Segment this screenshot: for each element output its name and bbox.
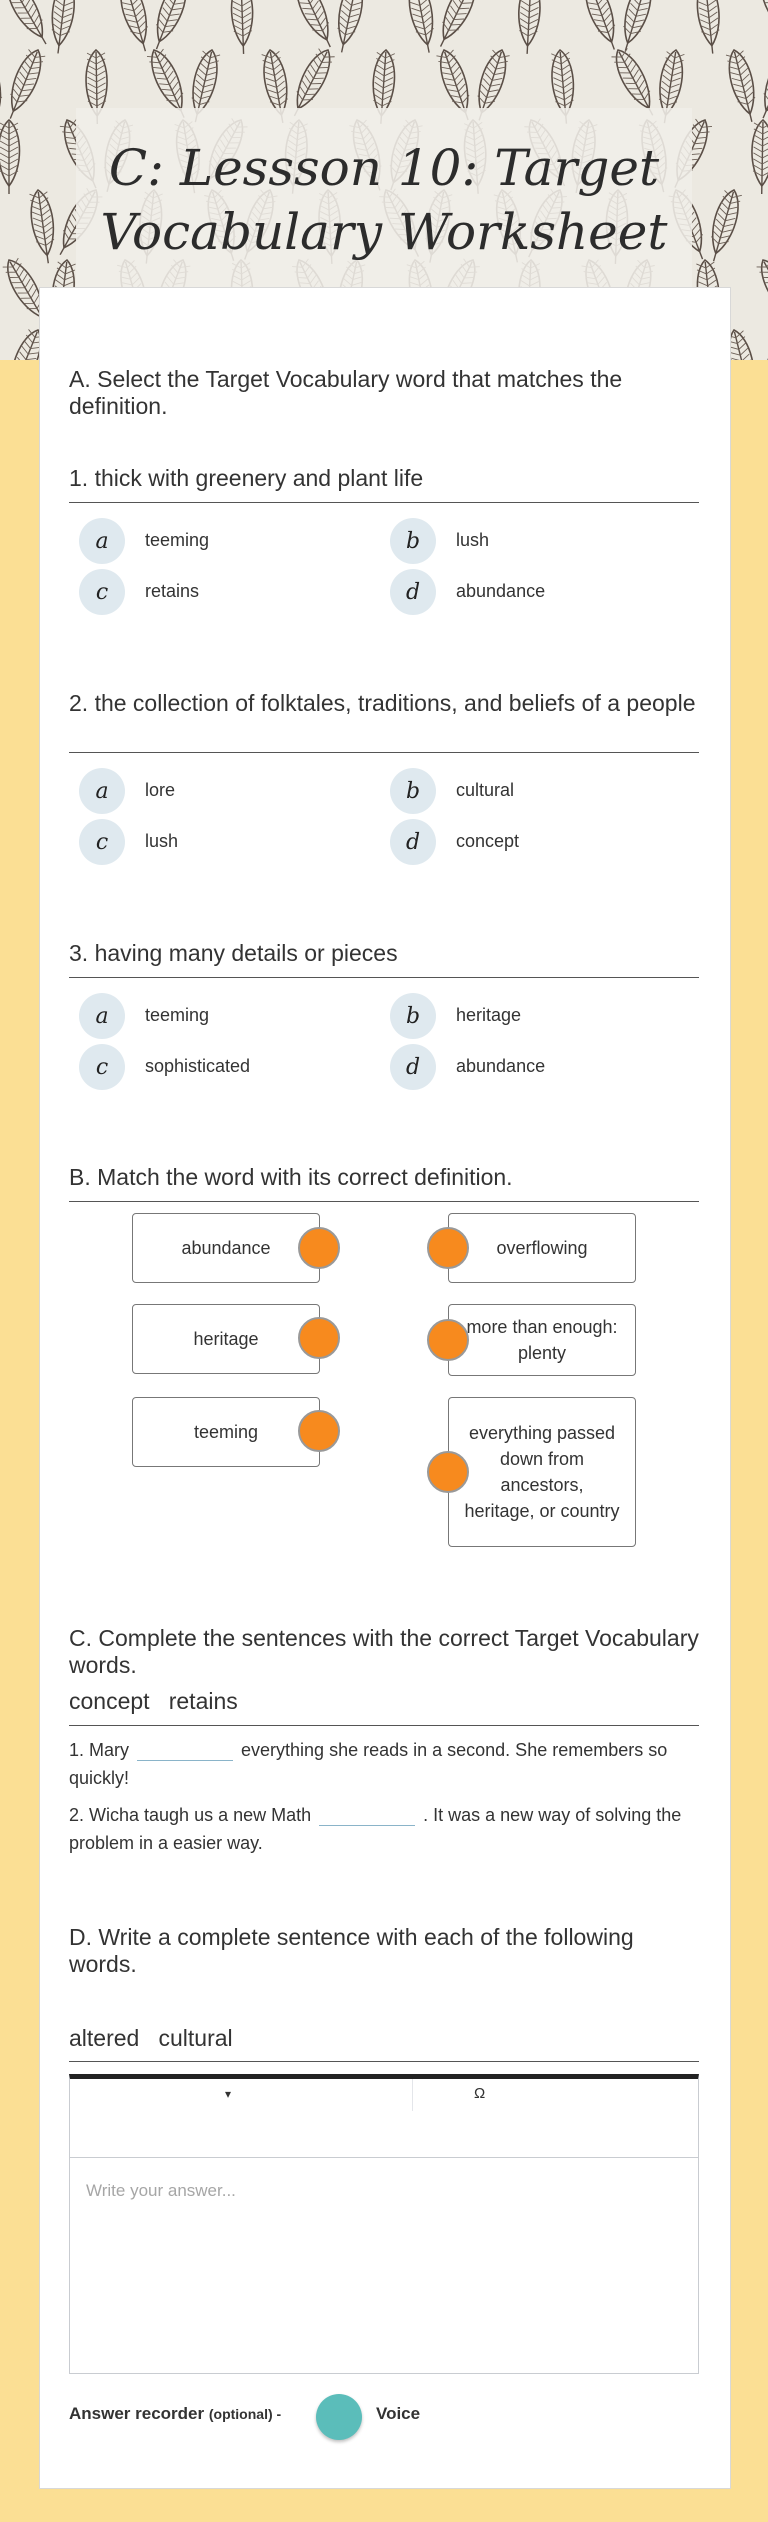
option-circle-b[interactable]: b (390, 518, 436, 564)
blank-input[interactable] (137, 1742, 233, 1761)
voice-label: Voice (376, 2404, 421, 2423)
option-circle-c[interactable]: c (79, 569, 125, 615)
option-circle-d[interactable]: d (390, 819, 436, 865)
feather-shape (1, 46, 48, 122)
toolbar-divider (412, 2079, 413, 2111)
match-word-box[interactable]: abundance (132, 1213, 320, 1283)
match-connector-dot[interactable] (427, 1451, 469, 1493)
divider (69, 977, 699, 978)
divider (69, 1201, 699, 1202)
sentence-text: . It was a new way of solving the problem in a easier way. (69, 1805, 682, 1853)
match-connector-dot[interactable] (298, 1410, 340, 1452)
font-dropdown-caret-icon[interactable]: ▾ (225, 2087, 232, 2101)
answer-recorder (69, 2404, 281, 2424)
option-circle-d[interactable]: d (390, 569, 436, 615)
option-label[interactable]: heritage (456, 1005, 522, 1025)
match-definition-box[interactable]: everything passed down from ancestors, heritage, or country (448, 1397, 636, 1547)
option-label[interactable]: teeming (145, 1005, 210, 1025)
section-b-instruction: B. Match the word with its correct definition. (69, 1164, 513, 1190)
feather-shape (579, 0, 624, 53)
option-circle-a[interactable]: a (79, 518, 125, 564)
sentence-text: 2. Wicha taugh us a new Math (69, 1805, 312, 1825)
feather-shape (0, 0, 55, 49)
recorder-optional: (optional) - (208, 2406, 282, 2422)
match-definition-box[interactable]: overflowing (448, 1213, 636, 1283)
answer-placeholder[interactable]: Write your answer... (86, 2181, 236, 2200)
feather-shape (431, 0, 482, 51)
match-word-box[interactable]: teeming (132, 1397, 320, 1467)
option-circle-b[interactable]: b (390, 768, 436, 814)
word-bank: concept retains (69, 1688, 238, 1714)
feather-shape (751, 120, 768, 194)
match-connector-dot[interactable] (298, 1317, 340, 1359)
divider (69, 502, 699, 503)
match-connector-dot[interactable] (298, 1227, 340, 1269)
divider (69, 1725, 699, 1726)
option-circle-d[interactable]: d (390, 1044, 436, 1090)
option-label[interactable]: abundance (456, 1056, 546, 1076)
sentence-text: 1. Mary (69, 1740, 130, 1760)
feather-shape (695, 0, 724, 55)
feather-shape (753, 46, 768, 122)
option-circle-b[interactable]: b (390, 993, 436, 1039)
question-1-text: 1. thick with greenery and plant life (69, 465, 424, 491)
question-3-text: 3. having many details or pieces (69, 940, 398, 966)
option-label[interactable]: concept (456, 831, 520, 851)
option-label[interactable]: teeming (145, 530, 210, 550)
feather-shape (405, 0, 440, 55)
answer-editor[interactable] (69, 2074, 699, 2374)
option-label[interactable]: retains (145, 581, 200, 601)
feather-shape (753, 326, 768, 360)
match-connector-dot[interactable] (427, 1319, 469, 1361)
feather-shape (147, 0, 193, 53)
feather-shape (0, 47, 9, 124)
option-circle-a[interactable]: a (79, 993, 125, 1039)
page-title (76, 108, 692, 292)
special-character-icon[interactable]: Ω (474, 2085, 486, 2102)
section-d-instruction: D. Write a complete sentence with each of the following words. (69, 1924, 634, 1977)
sentence-2 (69, 1801, 701, 1857)
sentence-text: everything she reads in a second. She remembers so quickly! (69, 1740, 668, 1788)
option-label[interactable]: cultural (456, 780, 515, 800)
divider (69, 2061, 699, 2062)
title-line-2: Vocabulary Worksheet (100, 203, 668, 261)
option-circle-c[interactable]: c (79, 1044, 125, 1090)
option-label[interactable]: sophisticated (145, 1056, 251, 1076)
divider (69, 752, 699, 753)
feather-shape (48, 0, 78, 55)
feather-shape (615, 0, 657, 54)
feather-shape (231, 0, 255, 54)
recorder-label: Answer recorder (69, 2404, 205, 2423)
feather-shape (115, 0, 156, 54)
option-label[interactable]: lush (145, 831, 179, 851)
feather-shape (724, 47, 762, 124)
question-2-text: 2. the collection of folktales, traditions, and beliefs of a people (69, 690, 696, 716)
match-connector-dot[interactable] (427, 1227, 469, 1269)
option-circle-a[interactable]: a (79, 768, 125, 814)
sentence-1 (69, 1736, 701, 1792)
title-line-1: C: Lessson 10: Target (108, 139, 660, 197)
feather-shape (517, 0, 542, 54)
feather-shape (0, 120, 20, 194)
feather-shape (289, 0, 339, 52)
match-definition-box[interactable]: more than enough: plenty (448, 1304, 636, 1376)
option-circle-c[interactable]: c (79, 819, 125, 865)
option-label[interactable]: lore (145, 780, 176, 800)
option-label[interactable]: lush (456, 530, 490, 550)
feather-shape (0, 327, 9, 360)
match-word-box[interactable]: heritage (132, 1304, 320, 1374)
feather-shape (754, 0, 768, 50)
feather-shape (754, 255, 768, 330)
word-bank: altered cultural (69, 2025, 233, 2051)
record-voice-button[interactable] (316, 2394, 362, 2440)
blank-input[interactable] (319, 1807, 415, 1826)
section-c-instruction: C. Complete the sentences with the correct Target Vocabulary words. (69, 1625, 699, 1678)
feather-shape (28, 189, 59, 265)
option-label[interactable]: abundance (456, 581, 546, 601)
section-a-instruction: A. Select the Target Vocabulary word that matches the definition. (69, 366, 623, 419)
feather-shape (331, 0, 367, 55)
feather-shape (704, 187, 745, 264)
editor-toolbar (70, 2079, 698, 2158)
